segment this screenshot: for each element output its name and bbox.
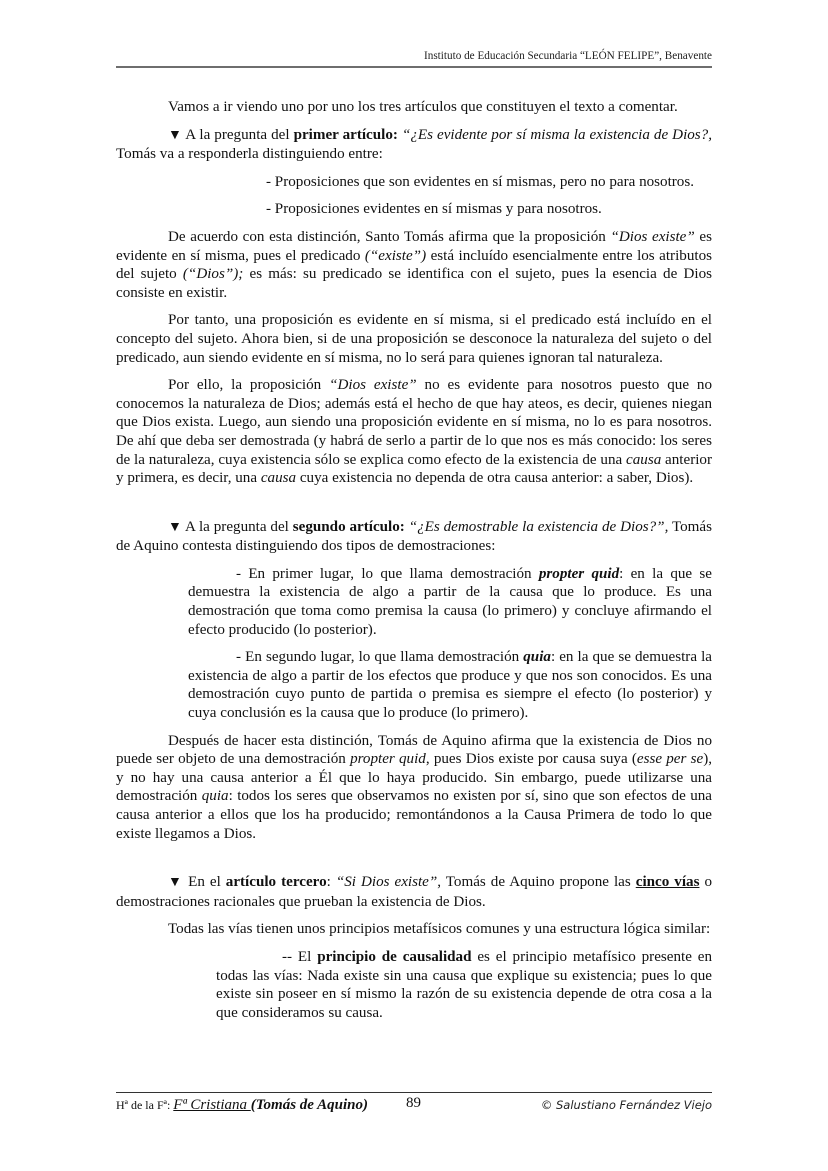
list-item: - Proposiciones que son evidentes en sí mismas, pero no para nosotros. [266,173,695,190]
demonstration-quia: - En segundo lugar, lo que llama demostración quia: en la que se demuestra la existencia de algo a partir de los efectos que produce y que nos son conocidos. Es una demostración cuyo punto de partida o premisa es siempre el efecto (lo posterior) y cuya conclusión es la causa que lo produce (lo primero). [188,649,712,722]
triangle-bullet-icon: ▼ [168,127,183,143]
article1-paragraph-1: De acuerdo con esta distinción, Santo Tomás afirma que la proposición “Dios existe” es evidente en sí misma, pues el predicado (“existe”) está incluído esencialmente entre los atributos del sujeto (“Dios”); es más: su predicado se identifica con el sujeto, pues la esencia de Dios consiste en existir. [116,228,712,301]
article3-heading: ▼ En el artículo tercero: “Si Dios existe”, Tomás de Aquino propone las cinco vías o demostraciones racionales que prueban la existencia de Dios. [116,874,713,910]
page-footer [116,1092,712,1115]
article1-heading: ▼ A la pregunta del primer artículo: “¿Es evidente por sí misma la existencia de Dios?, Tomás va a responderla distinguiendo entre: [116,126,713,163]
article2-paragraph-1: Después de hacer esta distinción, Tomás de Aquino afirma que la existencia de Dios no puede ser objeto de una demostración propter quid, pues Dios existe por causa suya (esse per se), y no hay una causa anterior a Él que lo haya producido. Sin embargo, puede utilizarse una demostración quia: todos los seres que observamos no existen por sí, sino que son efectos de una causa anterior a ellos que los ha producido; remontándonos a la Causa Primera de todo lo que existe llegamos a Dios. [116,732,712,842]
causality-principle: -- El principio de causalidad es el principio metafísico presente en todas las vías: Nada existe sin una causa que explique su existencia; pues lo que existe sin poseer en sí mismo la razón de su existencia depende de otra cosa a la que consideramos su causa. [216,948,713,1021]
demonstration-propter-quid: - En primer lugar, lo que llama demostración propter quid: en la que se demuestra la existencia de algo a partir de la causa que lo produce. Es una demostración que toma como premisa la causa (lo primero) y concluye afirmando el efecto producido (lo posterior). [188,565,712,638]
article3-paragraph-1: Todas las vías tienen unos principios metafísicos comunes y una estructura lógica similar: [168,921,711,938]
article1-paragraph-3: Por ello, la proposición “Dios existe” no es evidente para nosotros puesto que no conocemos la naturaleza de Dios; además está el hecho de que hay ateos, es decir, quienes niegan que Dios exista. Luego, aun siendo una proposición evidente en sí misma, no lo es para nosotros. De ahí que deba ser demostrada (y habrá de serlo a partir de lo que nos es más conocido: los seres de la naturaleza, cuya existencia sólo se explica como efecto de la existencia de una causa anterior y primera, es decir, una causa cuya existencia no dependa de otra causa anterior: a saber, Dios). [116,377,713,487]
list-item: - Proposiciones evidentes en sí mismas y para nosotros. [266,201,602,218]
page-header [116,49,712,68]
triangle-bullet-icon: ▼ [168,519,182,535]
institution-name: Instituto de Educación Secundaria “LEÓN FELIPE”, Benavente [424,50,712,62]
intro-paragraph: Vamos a ir viendo uno por uno los tres artículos que constituyen el texto a comentar. [168,99,678,115]
triangle-bullet-icon: ▼ [168,875,184,891]
article1-paragraph-2: Por tanto, una proposición es evidente en sí misma, si el predicado está incluído en el concepto del sujeto. Ahora bien, si de una proposición se desconoce la naturaleza del sujeto o del predicado, aun siendo evidente en sí misma, no lo será para quienes ignoran tal naturaleza. [116,312,712,366]
footer-author: © Salustiano Fernández Viejo [540,1098,712,1112]
footer-course: Hª de la Fª: Fª Cristiana (Tomás de Aquino) [116,1097,369,1113]
page-number: 89 [406,1095,421,1111]
document-body [116,98,712,1022]
article2-heading: ▼ A la pregunta del segundo artículo: “¿Es demostrable la existencia de Dios?”, Tomás de Aquino contesta distinguiendo dos tipos de demostraciones: [116,518,712,555]
